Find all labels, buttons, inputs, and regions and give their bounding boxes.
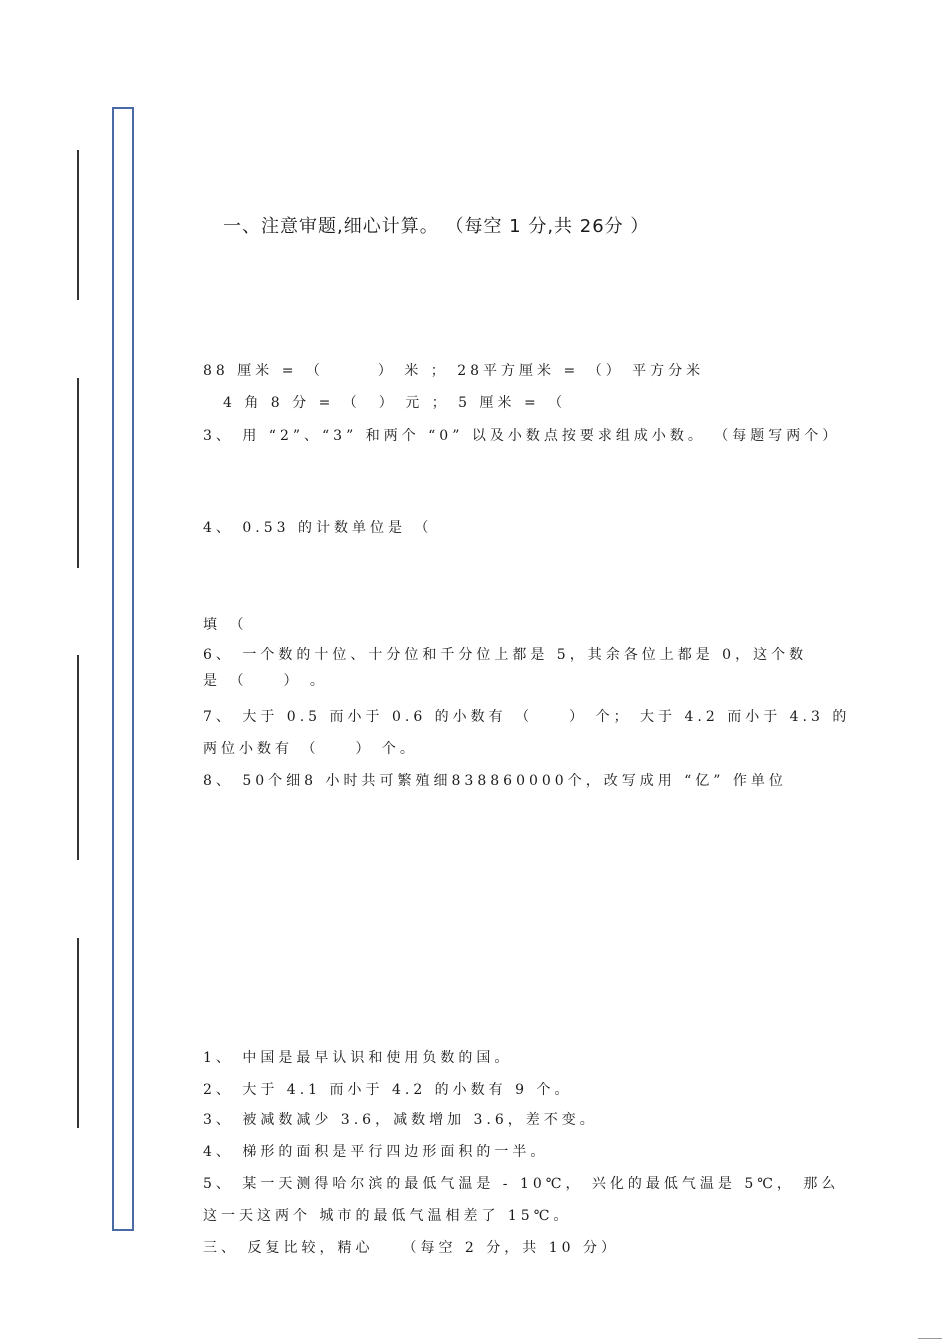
binding-line-1 [77, 150, 79, 300]
question-line: 8、 50个细8 小时共可繁殖细838860000个，改写成用 “亿” 作单位 [203, 773, 787, 789]
judgment-line: 这一天这两个 城市的最低气温相差了 15℃。 [203, 1208, 572, 1224]
judgment-line: 3、 被减数减少 3.6，减数增加 3.6，差不变。 [203, 1112, 598, 1128]
judgment-line: 1、 中国是最早认识和使用负数的国。 [203, 1050, 513, 1066]
corner-mark [918, 1338, 942, 1339]
judgment-line: 4、 梯形的面积是平行四边形面积的一半。 [203, 1144, 549, 1160]
question-line: 填 （ [203, 617, 248, 633]
question-line: 3、 用 “2”、“3” 和两个 “0” 以及小数点按要求组成小数。 （每题写两个） [203, 428, 841, 444]
question-line: 7、 大于 0.5 而小于 0.6 的小数有 （ ） 个； 大于 4.2 而小于 4.3 的 [203, 709, 851, 725]
binding-line-3 [77, 655, 79, 860]
question-line: 两位小数有 （ ） 个。 [203, 741, 418, 757]
question-line: 4、 0.53 的计数单位是 （ [203, 520, 433, 536]
judgment-line: 5、 某一天测得哈尔滨的最低气温是 - 10℃， 兴化的最低气温是 5℃， 那么 [203, 1176, 840, 1192]
section-heading: 一、注意审题,细心计算。 （每空 1 分,共 26分 ） [223, 216, 650, 237]
question-line: 4 角 8 分 = （ ） 元 ； 5 厘米 = （ [223, 395, 567, 411]
question-line: 是 （ ） 。 [203, 673, 328, 689]
binding-line-2 [77, 378, 79, 568]
section-heading-3: 三、 反复比较，精心 （每空 2 分，共 10 分） [203, 1240, 619, 1256]
question-line: 6、 一个数的十位、十分位和千分位上都是 5，其余各位上都是 0，这个数 [203, 647, 808, 663]
binding-margin-box [112, 107, 134, 1231]
question-line: 88 厘米 = （ ） 米 ； 28平方厘米 = （） 平方分米 [203, 363, 705, 379]
judgment-line: 2、 大于 4.1 而小于 4.2 的小数有 9 个。 [203, 1082, 573, 1098]
binding-line-4 [77, 938, 79, 1128]
